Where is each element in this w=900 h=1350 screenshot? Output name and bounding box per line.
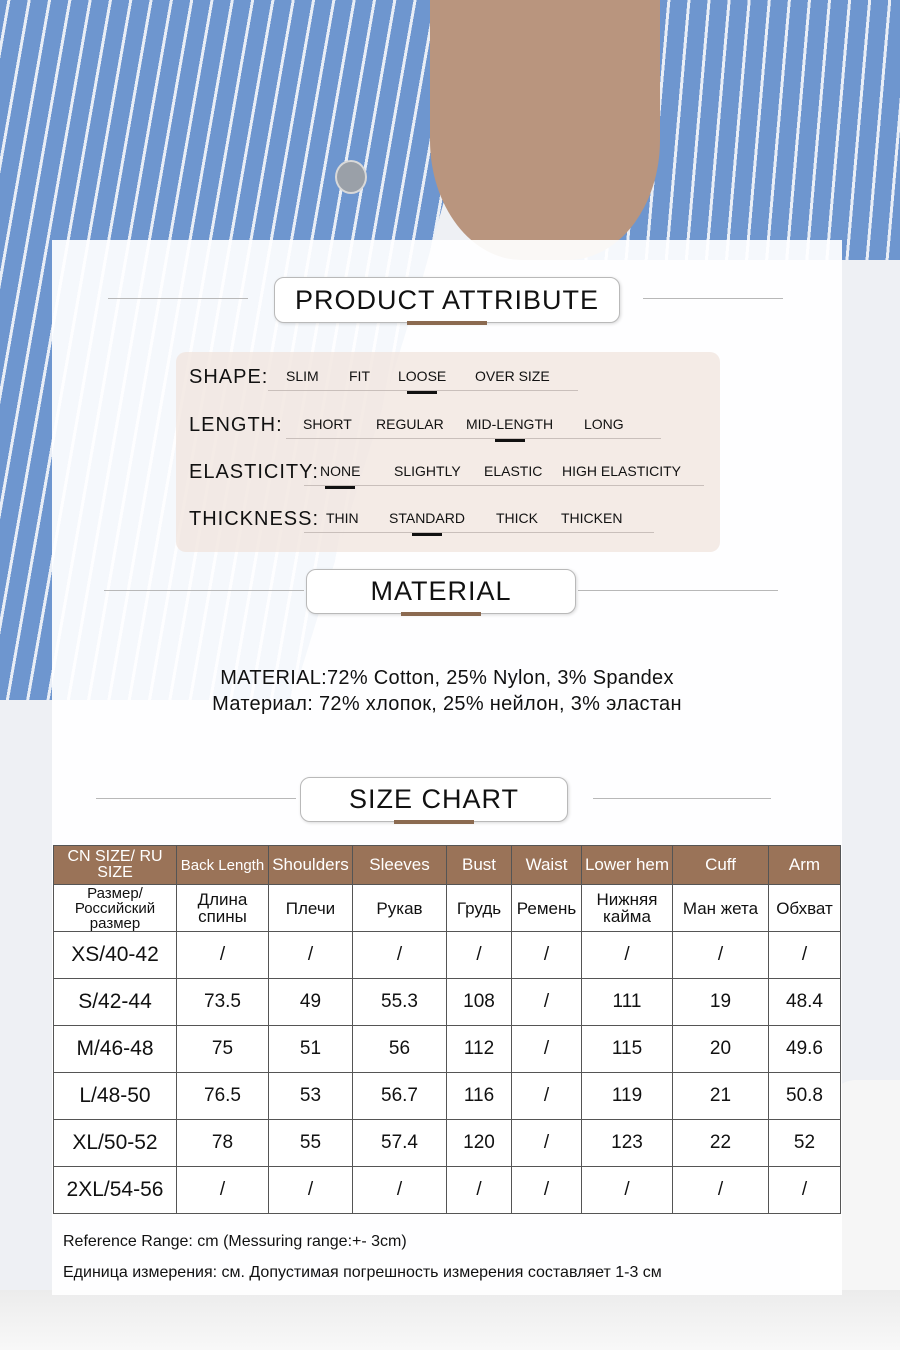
table-cell: 115 bbox=[582, 1026, 673, 1073]
col-header: Cuff bbox=[673, 846, 769, 885]
attr-label: THICKNESS: bbox=[189, 508, 320, 530]
title-accent-bar bbox=[407, 321, 487, 325]
col-header: Shoulders bbox=[269, 846, 353, 885]
table-cell: / bbox=[269, 932, 353, 979]
title-accent-bar bbox=[394, 820, 474, 824]
table-cell: / bbox=[353, 932, 447, 979]
attr-option: ELASTIC bbox=[484, 463, 543, 479]
table-cell: / bbox=[512, 1120, 582, 1167]
product-attribute-title-text: PRODUCT ATTRIBUTE bbox=[294, 284, 600, 315]
attr-option: LONG bbox=[584, 416, 624, 432]
table-cell: 48.4 bbox=[769, 979, 841, 1026]
product-attribute-title bbox=[274, 277, 620, 323]
attr-label: LENGTH: bbox=[189, 414, 283, 436]
header-row-ru bbox=[54, 885, 841, 932]
attr-option: REGULAR bbox=[376, 416, 444, 432]
table-cell: 75 bbox=[177, 1026, 269, 1073]
white-pants-bottom bbox=[0, 1290, 900, 1350]
table-cell: 56 bbox=[353, 1026, 447, 1073]
table-cell: 49 bbox=[269, 979, 353, 1026]
attr-option-selected: MID-LENGTH bbox=[466, 416, 554, 432]
table-cell: / bbox=[673, 932, 769, 979]
col-header: Sleeves bbox=[353, 846, 447, 885]
attr-option: OVER SIZE bbox=[475, 368, 550, 384]
size-chart-title-text: SIZE CHART bbox=[348, 784, 520, 814]
table-cell: 76.5 bbox=[177, 1073, 269, 1120]
attr-option: SLIM bbox=[286, 368, 319, 384]
table-cell: 116 bbox=[447, 1073, 512, 1120]
divider-line bbox=[96, 798, 296, 799]
size-cell: 2XL/54-56 bbox=[54, 1167, 177, 1214]
col-header-ru: Ремень bbox=[512, 885, 582, 932]
table-cell: 73.5 bbox=[177, 979, 269, 1026]
title-accent-bar bbox=[401, 612, 481, 616]
attr-option: SLIGHTLY bbox=[394, 463, 461, 479]
col-header: CN SIZE/ RU SIZE bbox=[54, 846, 177, 885]
table-cell: / bbox=[353, 1167, 447, 1214]
col-header-ru: Длина спины bbox=[177, 885, 269, 932]
attr-label: ELASTICITY: bbox=[189, 461, 319, 483]
table-cell: / bbox=[512, 979, 582, 1026]
table-cell: / bbox=[512, 1167, 582, 1214]
table-cell: 111 bbox=[582, 979, 673, 1026]
table-row bbox=[54, 979, 841, 1026]
table-cell: 123 bbox=[582, 1120, 673, 1167]
divider-line bbox=[643, 298, 783, 299]
material-en: MATERIAL:72% Cotton, 25% Nylon, 3% Spandex bbox=[220, 667, 674, 689]
size-cell: M/46-48 bbox=[54, 1026, 177, 1073]
table-cell: 119 bbox=[582, 1073, 673, 1120]
table-cell: 57.4 bbox=[353, 1120, 447, 1167]
divider-line bbox=[108, 298, 248, 299]
table-row bbox=[54, 1026, 841, 1073]
table-cell: 56.7 bbox=[353, 1073, 447, 1120]
attr-option-selected: STANDARD bbox=[389, 510, 465, 526]
table-row bbox=[54, 932, 841, 979]
divider-line bbox=[104, 590, 304, 591]
table-cell: / bbox=[447, 1167, 512, 1214]
table-cell: 21 bbox=[673, 1073, 769, 1120]
size-chart-title bbox=[300, 777, 568, 822]
attr-option-selected: NONE bbox=[320, 463, 361, 479]
attr-option: FIT bbox=[349, 368, 370, 384]
attributes-box bbox=[176, 352, 720, 552]
attr-row-thickness bbox=[176, 494, 720, 530]
attr-underline bbox=[304, 485, 704, 486]
col-header-ru: Размер/ Российский размер bbox=[54, 885, 177, 932]
table-cell: / bbox=[582, 1167, 673, 1214]
table-cell: / bbox=[769, 932, 841, 979]
attr-label: SHAPE: bbox=[189, 366, 269, 388]
table-cell: / bbox=[177, 932, 269, 979]
model-neck bbox=[430, 0, 660, 260]
table-row bbox=[54, 1073, 841, 1120]
table-cell: / bbox=[177, 1167, 269, 1214]
col-header-ru: Ман жета bbox=[673, 885, 769, 932]
material-title-text: MATERIAL bbox=[370, 576, 512, 606]
table-cell: / bbox=[673, 1167, 769, 1214]
table-cell: / bbox=[512, 932, 582, 979]
table-cell: 112 bbox=[447, 1026, 512, 1073]
table-cell: 55 bbox=[269, 1120, 353, 1167]
attr-underline bbox=[304, 532, 654, 533]
brooch bbox=[335, 160, 367, 194]
table-cell: 51 bbox=[269, 1026, 353, 1073]
header-row-en bbox=[54, 846, 841, 885]
table-cell: 49.6 bbox=[769, 1026, 841, 1073]
size-cell: XL/50-52 bbox=[54, 1120, 177, 1167]
table-cell: / bbox=[447, 932, 512, 979]
reference-range-note: Reference Range: cm (Messuring range:+- 3cm) bbox=[63, 1233, 407, 1250]
attr-option: THICK bbox=[496, 510, 538, 526]
table-cell: / bbox=[512, 1026, 582, 1073]
table-cell: 50.8 bbox=[769, 1073, 841, 1120]
col-header: Bust bbox=[447, 846, 512, 885]
col-header: Back Length bbox=[177, 846, 269, 885]
table-cell: / bbox=[269, 1167, 353, 1214]
attr-row-elasticity bbox=[176, 447, 720, 483]
attr-row-shape bbox=[176, 352, 720, 388]
attr-option: THIN bbox=[326, 510, 359, 526]
attr-option: SHORT bbox=[303, 416, 352, 432]
col-header-ru: Рукав bbox=[353, 885, 447, 932]
table-cell: 53 bbox=[269, 1073, 353, 1120]
attr-option: THICKEN bbox=[561, 510, 623, 526]
table-cell: 22 bbox=[673, 1120, 769, 1167]
attr-row-length bbox=[176, 400, 720, 436]
table-cell: / bbox=[582, 932, 673, 979]
attr-option: HIGH ELASTICITY bbox=[562, 463, 682, 479]
col-header: Arm bbox=[769, 846, 841, 885]
table-cell: 19 bbox=[673, 979, 769, 1026]
col-header-ru: Нижняя кайма bbox=[582, 885, 673, 932]
size-cell: XS/40-42 bbox=[54, 932, 177, 979]
table-cell: 20 bbox=[673, 1026, 769, 1073]
table-cell: 108 bbox=[447, 979, 512, 1026]
measurement-note-ru: Единица измерения: см. Допустимая погрешность измерения составляет 1-3 см bbox=[63, 1264, 662, 1281]
col-header: Lower hem bbox=[582, 846, 673, 885]
attr-underline bbox=[286, 438, 661, 439]
table-cell: 52 bbox=[769, 1120, 841, 1167]
divider-line bbox=[578, 590, 778, 591]
table-cell: 78 bbox=[177, 1120, 269, 1167]
size-chart-table bbox=[53, 845, 841, 1214]
table-cell: 55.3 bbox=[353, 979, 447, 1026]
divider-line bbox=[593, 798, 771, 799]
material-ru: Материал: 72% хлопок, 25% нейлон, 3% эластан bbox=[212, 693, 682, 715]
table-row bbox=[54, 1120, 841, 1167]
table-cell: / bbox=[512, 1073, 582, 1120]
col-header-ru: Обхват bbox=[769, 885, 841, 932]
table-cell: / bbox=[769, 1167, 841, 1214]
table-row bbox=[54, 1167, 841, 1214]
attr-option-selected: LOOSE bbox=[398, 368, 447, 384]
table-cell: 120 bbox=[447, 1120, 512, 1167]
col-header-ru: Плечи bbox=[269, 885, 353, 932]
col-header: Waist bbox=[512, 846, 582, 885]
size-cell: S/42-44 bbox=[54, 979, 177, 1026]
material-title bbox=[306, 569, 576, 614]
size-cell: L/48-50 bbox=[54, 1073, 177, 1120]
col-header-ru: Грудь bbox=[447, 885, 512, 932]
